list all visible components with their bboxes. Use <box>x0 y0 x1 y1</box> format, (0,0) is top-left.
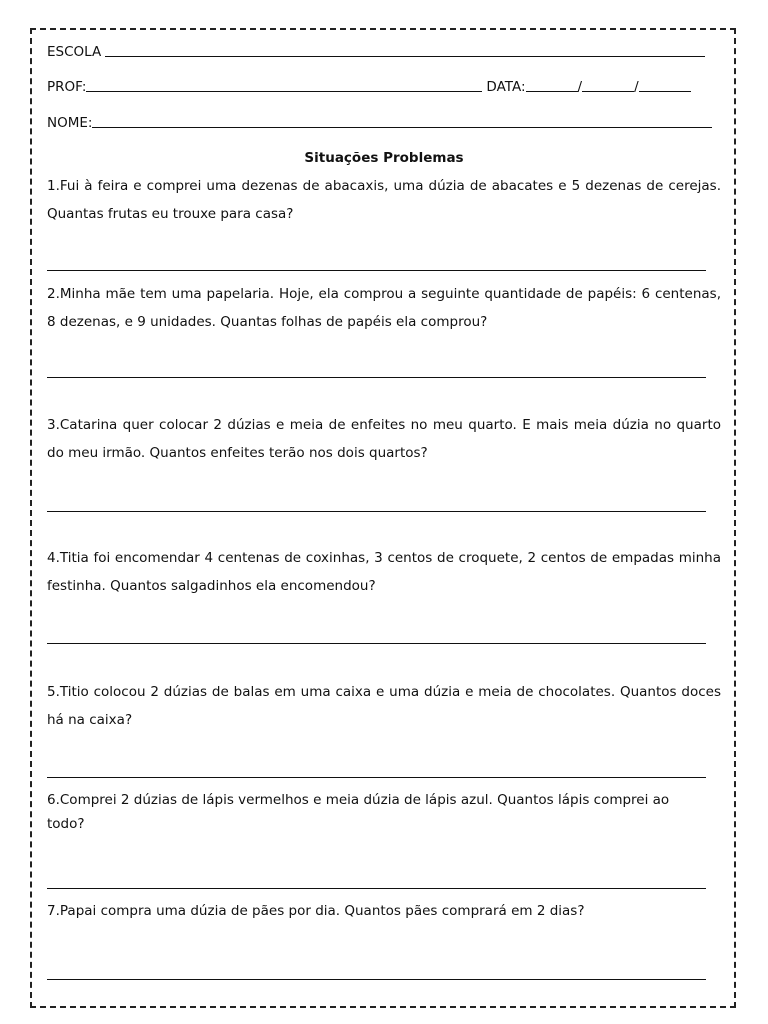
answer-line-2[interactable] <box>47 377 706 378</box>
school-blank[interactable] <box>105 55 705 57</box>
name-label: NOME: <box>47 115 93 131</box>
question-6: 6.Comprei 2 dúzias de lápis vermelhos e meia dúzia de lápis azul. Quantos lápis comprei ao todo? <box>47 792 670 832</box>
date-label: DATA: <box>486 79 526 95</box>
question-5: 5.Titio colocou 2 dúzias de balas em uma caixa e uma dúzia e meia de chocolates. Quantos doces há na caixa? <box>47 684 721 728</box>
question-7: 7.Papai compra uma dúzia de pães por dia. Quantos pães comprará em 2 dias? <box>47 903 585 919</box>
date-month-blank[interactable] <box>582 90 634 92</box>
school-field[interactable] <box>47 44 705 60</box>
name-blank[interactable] <box>92 126 712 128</box>
page-title: Situações Problemas <box>304 150 464 166</box>
name-field[interactable] <box>47 115 712 131</box>
date-day-blank[interactable] <box>526 90 578 92</box>
school-label: ESCOLA <box>47 44 102 60</box>
teacher-date-row <box>47 79 691 95</box>
teacher-blank[interactable] <box>86 90 482 92</box>
answer-line-5[interactable] <box>47 777 706 778</box>
teacher-label: PROF: <box>47 79 87 95</box>
question-3: 3.Catarina quer colocar 2 dúzias e meia de enfeites no meu quarto. E mais meia dúzia no quarto do meu irmão. Quantos enfeites terão nos dois quartos? <box>47 417 721 461</box>
answer-line-7[interactable] <box>47 979 706 980</box>
answer-line-1[interactable] <box>47 270 706 271</box>
question-2: 2.Minha mãe tem uma papelaria. Hoje, ela comprou a seguinte quantidade de papéis: 6 centenas, 8 dezenas, e 9 unidades. Quantas folhas de papéis ela comprou? <box>47 286 721 330</box>
answer-line-3[interactable] <box>47 511 706 512</box>
date-separator-1: / <box>577 79 583 95</box>
question-1: 1.Fui à feira e comprei uma dezenas de abacaxis, uma dúzia de abacates e 5 dezenas de cerejas. Quantas frutas eu trouxe para casa? <box>47 178 721 222</box>
answer-line-6[interactable] <box>47 888 706 889</box>
question-4: 4.Titia foi encomendar 4 centenas de coxinhas, 3 centos de croquete, 2 centos de empadas minha festinha. Quantos salgadinhos ela encomendou? <box>47 550 721 594</box>
answer-line-4[interactable] <box>47 643 706 644</box>
date-separator-2: / <box>634 79 639 95</box>
date-year-blank[interactable] <box>639 90 691 92</box>
